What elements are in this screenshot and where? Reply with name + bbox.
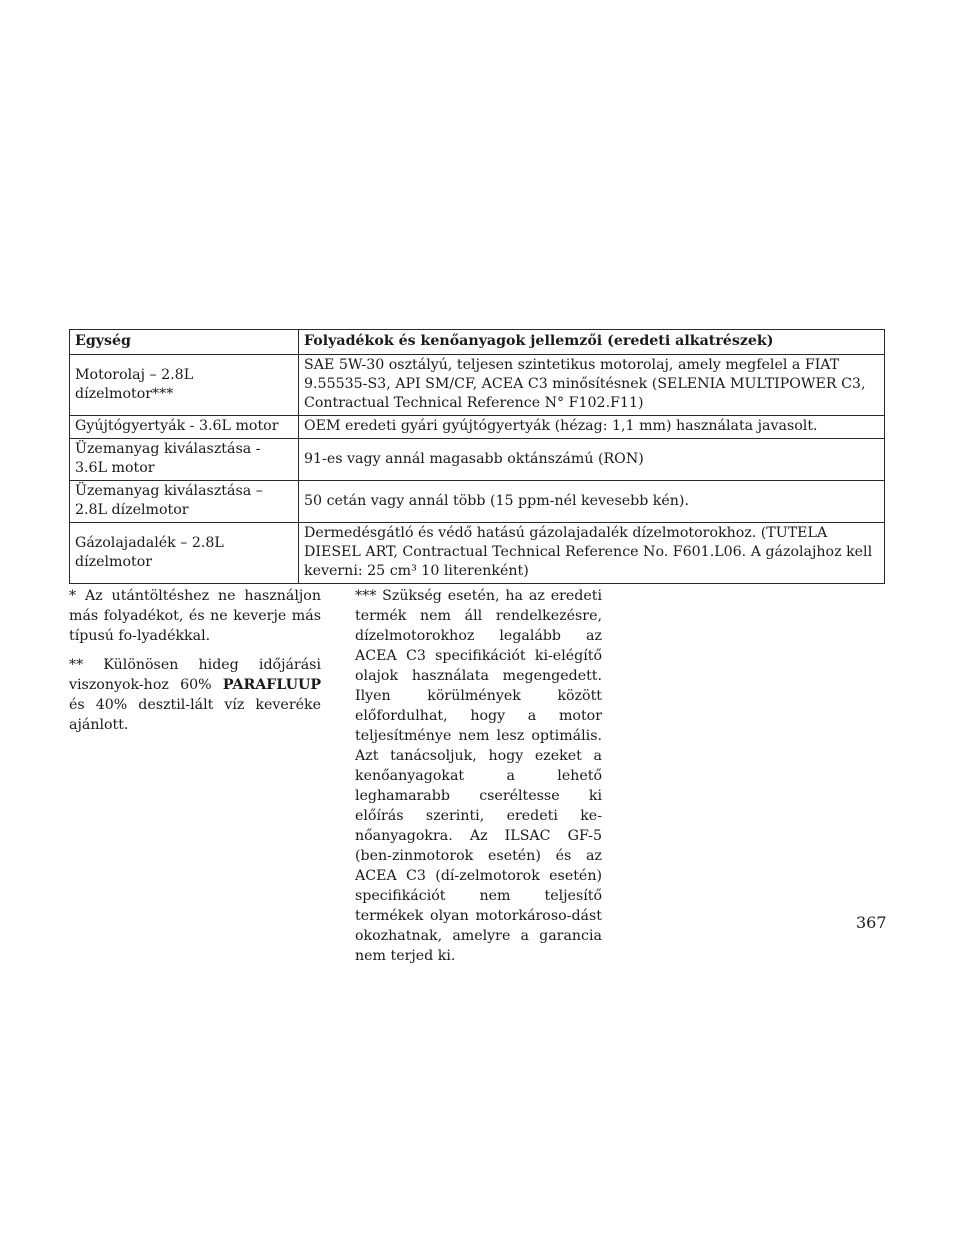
page-number: 367 [856, 913, 887, 932]
footnote-2-product: PARAFLUUP [222, 677, 321, 693]
row-unit: Üzemanyag kiválasztása - 3.6L motor [70, 439, 299, 481]
row-spec: OEM eredeti gyári gyújtógyertyák (hézag: 1,1 mm) használata javasolt. [299, 416, 885, 439]
footnote-single-asterisk: * Az utántöltéshez ne használjon más folyadékot, és ne keverje más típusú fo-lyadékkal. [69, 588, 321, 644]
row-spec: Dermedésgátló és védő hatású gázolajadalék dízelmotorokhoz. (TUTELA DIESEL ART, Contractual Technical Reference No. F601.L06. A gázolajhoz kell keverni: 25 cm³ 10 literenként) [299, 523, 885, 584]
row-unit: Üzemanyag kiválasztása – 2.8L dízelmotor [70, 481, 299, 523]
row-spec: 50 cetán vagy annál több (15 ppm-nél kevesebb kén). [299, 481, 885, 523]
table-row [70, 355, 885, 416]
row-unit: Motorolaj – 2.8L dízelmotor*** [70, 355, 299, 416]
footnote-triple-asterisk: *** Szükség esetén, ha az eredeti termék nem áll rendelkezésre, dízelmotorokhoz legalább az ACEA C3 specifikációt ki-elégítő olajok használata megengedett. Ilyen körülmények között előfordulhat, hogy a motor teljesítménye nem lesz optimális. Azt tanácsoljuk, hogy ezeket a kenőanyagokat a lehető leghamarabb cseréltesse ki előírás szerinti, eredeti ke-nőanyagokra. Az ILSAC GF-5 (ben-zinmotorok esetén) és az ACEA C3 (dí-zelmotorok esetén) specifikációt nem teljesítő termékek olyan motorkároso-dást okozhatnak, amelyre a garancia nem terjed ki. [355, 588, 602, 964]
footnotes-right-column [355, 586, 602, 975]
fluids-spec-table [69, 329, 885, 584]
table-row [70, 416, 885, 439]
table-row [70, 439, 885, 481]
table-row [70, 481, 885, 523]
footnote-2-text-a: ** Különösen hideg időjárási viszonyok-hoz 60% [69, 657, 321, 693]
table-header-row [70, 330, 885, 355]
footnote-double-asterisk [69, 655, 321, 735]
table-row [70, 523, 885, 584]
header-unit: Egység [70, 330, 299, 355]
row-unit: Gyújtógyertyák - 3.6L motor [70, 416, 299, 439]
footnote-2-text-b: és 40% desztil-lált víz keveréke ajánlott. [69, 697, 321, 733]
row-spec: SAE 5W-30 osztályú, teljesen szintetikus motorolaj, amely megfelel a FIAT 9.55535-S3, API SM/CF, ACEA C3 minősítésnek (SELENIA MULTIPOWER C3, Contractual Technical Reference N° F102.F11) [299, 355, 885, 416]
row-unit: Gázolajadalék – 2.8L dízelmotor [70, 523, 299, 584]
row-spec: 91-es vagy annál magasabb oktánszámú (RON) [299, 439, 885, 481]
header-spec: Folyadékok és kenőanyagok jellemzői (eredeti alkatrészek) [299, 330, 885, 355]
footnotes-left-column [69, 586, 321, 744]
